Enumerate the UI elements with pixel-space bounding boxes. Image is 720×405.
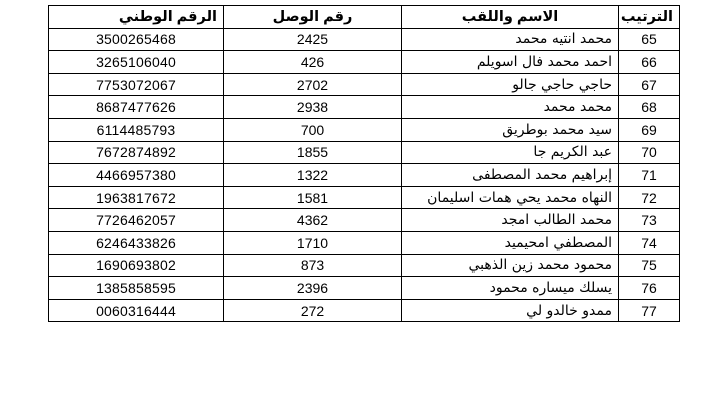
table-row [49, 186, 680, 209]
national-id-cell: 6114485793 [49, 118, 224, 141]
rank-cell: 73 [619, 209, 680, 232]
table-header [49, 6, 680, 29]
table-row [49, 73, 680, 96]
rank-cell: 69 [619, 118, 680, 141]
name-cell: إبراهيم محمد المصطفى [402, 164, 619, 187]
receipt-number-cell: 4362 [224, 209, 402, 232]
national-id-cell: 1963817672 [49, 186, 224, 209]
table-row [49, 96, 680, 119]
national-id-cell: 7753072067 [49, 73, 224, 96]
name-cell: المصطفي امحيميد [402, 231, 619, 254]
rank-cell: 71 [619, 164, 680, 187]
name-cell: احمد محمد فال اسويلم [402, 51, 619, 74]
receipt-number-cell: 272 [224, 299, 402, 322]
receipt-number-cell: 1710 [224, 231, 402, 254]
national-id-cell: 7672874892 [49, 141, 224, 164]
national-id-cell: 8687477626 [49, 96, 224, 119]
receipt-number-cell: 1322 [224, 164, 402, 187]
national-id-cell: 3500265468 [49, 28, 224, 51]
name-cell: عبد الكريم جا [402, 141, 619, 164]
national-id-cell: 1690693802 [49, 254, 224, 277]
name-cell: محمود محمد زين الذهبي [402, 254, 619, 277]
national-id-cell: 3265106040 [49, 51, 224, 74]
table-row [49, 277, 680, 300]
name-cell: سيد محمد بوطريق [402, 118, 619, 141]
rank-cell: 77 [619, 299, 680, 322]
national-id-cell: 0060316444 [49, 299, 224, 322]
table-row [49, 51, 680, 74]
rank-cell: 67 [619, 73, 680, 96]
rank-cell: 66 [619, 51, 680, 74]
rank-cell: 72 [619, 186, 680, 209]
receipt-number-cell: 700 [224, 118, 402, 141]
national-id-cell: 1385858595 [49, 277, 224, 300]
header-receipt-number: رقم الوصل [224, 6, 402, 29]
header-row [49, 6, 680, 29]
rank-cell: 70 [619, 141, 680, 164]
name-cell: حاجي حاجي جالو [402, 73, 619, 96]
table-row [49, 209, 680, 232]
rank-cell: 68 [619, 96, 680, 119]
table-row [49, 231, 680, 254]
receipt-number-cell: 1855 [224, 141, 402, 164]
rank-cell: 75 [619, 254, 680, 277]
receipt-number-cell: 2425 [224, 28, 402, 51]
name-cell: محمد الطالب امجد [402, 209, 619, 232]
receipt-number-cell: 2396 [224, 277, 402, 300]
name-cell: محمد انتيه محمد [402, 28, 619, 51]
header-national-id: الرقم الوطني [49, 6, 224, 29]
receipt-number-cell: 2938 [224, 96, 402, 119]
table-body [49, 28, 680, 322]
receipt-number-cell: 2702 [224, 73, 402, 96]
roster-table [48, 5, 680, 322]
name-cell: ممدو خالدو لي [402, 299, 619, 322]
table-row [49, 254, 680, 277]
receipt-number-cell: 1581 [224, 186, 402, 209]
rank-cell: 65 [619, 28, 680, 51]
table-row [49, 141, 680, 164]
header-name: الاسم واللقب [402, 6, 619, 29]
table-row [49, 299, 680, 322]
national-id-cell: 6246433826 [49, 231, 224, 254]
national-id-cell: 7726462057 [49, 209, 224, 232]
rank-cell: 76 [619, 277, 680, 300]
header-rank: الترتيب [619, 6, 680, 29]
table-row [49, 118, 680, 141]
national-id-cell: 4466957380 [49, 164, 224, 187]
name-cell: محمد محمد [402, 96, 619, 119]
name-cell: النهاه محمد يحي همات اسليمان [402, 186, 619, 209]
receipt-number-cell: 426 [224, 51, 402, 74]
rank-cell: 74 [619, 231, 680, 254]
table-row [49, 28, 680, 51]
name-cell: يسلك ميساره محمود [402, 277, 619, 300]
table-row [49, 164, 680, 187]
receipt-number-cell: 873 [224, 254, 402, 277]
